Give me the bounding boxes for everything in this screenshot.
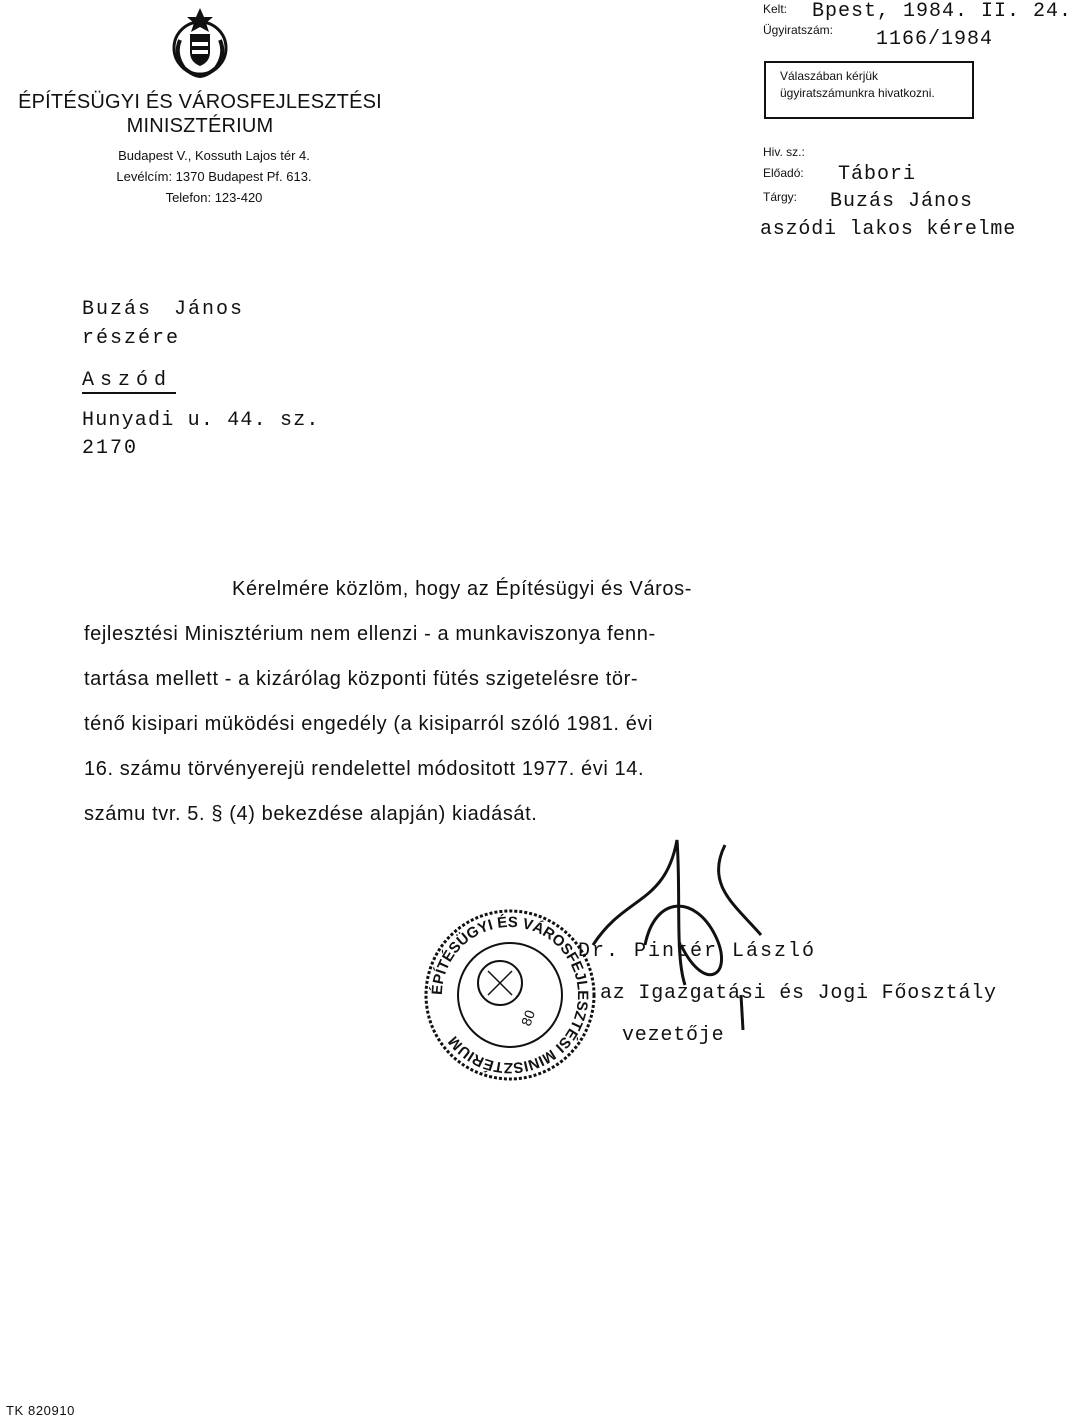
hiv-label: Hiv. sz.:: [763, 145, 805, 159]
stamp-text: ÉPÍTÉSÜGYI ÉS VÁROSFEJLESZTÉSI MINISZTÉRIUM: [428, 913, 592, 1077]
recipient-street: Hunyadi u. 44. sz.: [82, 409, 320, 432]
coat-of-arms-emblem: [166, 6, 234, 78]
address-line-1: Budapest V., Kossuth Lajos tér 4.: [118, 148, 310, 163]
letter-body: [84, 567, 844, 837]
stamp-number: 80: [517, 1007, 539, 1029]
reply-reference-notice: Válaszában kérjük ügyiratszámunkra hivatkozni.: [764, 61, 974, 119]
ministry-address: [74, 145, 354, 208]
date-value: Bpest, 1984. II. 24.: [812, 0, 1072, 23]
address-line-2: Levélcím: 1370 Budapest Pf. 613.: [116, 169, 312, 184]
body-line: ténő kisipari müködési engedély (a kisiparról szóló 1981. évi: [84, 713, 654, 735]
official-stamp: [420, 905, 600, 1085]
recipient-for: részére: [82, 327, 181, 350]
recipient-city: Aszód: [82, 369, 176, 394]
officer-label: Előadó:: [763, 166, 804, 180]
signer-role: vezetője: [622, 1024, 725, 1047]
date-label: Kelt:: [763, 2, 788, 16]
ministry-name: ÉPÍTÉSÜGYI ÉS VÁROSFEJLESZTÉSI MINISZTÉRIUM: [18, 91, 382, 137]
svg-text:ÉPÍTÉSÜGYI ÉS VÁROSFEJLESZTÉSI: [429, 914, 591, 1076]
subject-label: Tárgy:: [763, 190, 798, 204]
recipient-name: Buzás János: [82, 298, 245, 321]
body-line: 16. számu törvényerejü rendelettel módositott 1977. évi 14.: [84, 758, 645, 780]
body-line: Kérelmére közlöm, hogy az Építésügyi és Város-: [232, 578, 693, 600]
recipient-postcode: 2170: [82, 437, 139, 460]
subject-value-1: Buzás János: [830, 190, 974, 213]
file-number-label: Ügyiratszám:: [763, 23, 834, 37]
file-number-value: 1166/1984: [876, 28, 994, 51]
body-line: számu tvr. 5. § (4) bekezdése alapján) kiadását.: [84, 803, 538, 825]
footer-code: TK 820910: [6, 1403, 76, 1418]
officer-value: Tábori: [838, 163, 917, 186]
body-line: tartása mellett - a kizárólag központi fütés szigetelésre tör-: [84, 668, 639, 690]
phone: Telefon: 123-420: [165, 190, 263, 205]
handwritten-signature: [585, 835, 765, 1035]
signer-name: Dr. Pintér László: [578, 940, 817, 963]
signer-department: az Igazgatási és Jogi Főosztály: [600, 982, 997, 1005]
subject-value-2: aszódi lakos kérelme: [760, 218, 1017, 241]
body-line: fejlesztési Minisztérium nem ellenzi - a munkaviszonya fenn-: [84, 623, 656, 645]
